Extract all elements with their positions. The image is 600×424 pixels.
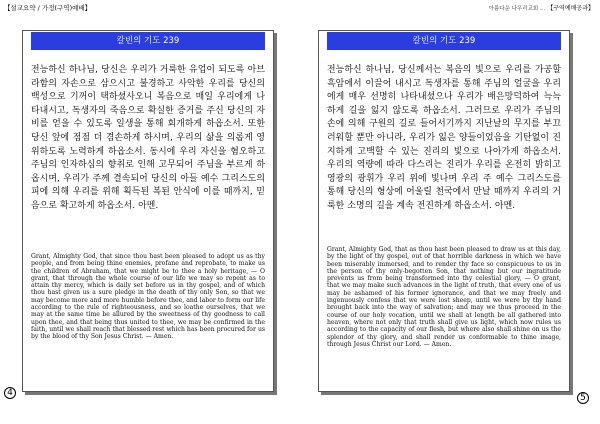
prayer-title-banner: 칼빈의 기도 239 (31, 32, 265, 50)
page-right (318, 30, 570, 392)
prayer-title-banner: 칼빈의 기도 239 (327, 32, 561, 50)
page-number-right: 5 (577, 392, 589, 404)
korean-prayer-text: 전능하신 하나님, 당신은 우리가 거룩한 유업이 되도록 아브라함의 자손으로 삼으시고 불경하고 사악한 우리를 당신의 백성으로 기꺼이 택하셨사오니 복음으로 매일 우리에게 나타내시고, 독생자의 죽음으로 확실한 증거를 주신 당신의 자비를 얻을 수 있도록 일생을 통해 회개하게 하옵소서. 또한 당신 앞에 점점 더 겸손하게 하시며, 우리의 삶을 의롭게 영위하도록 노력하게 하옵소서. 동시에 우리 자신을 혐오하고 주님의 인자하심의 향취로 인해 고무되어 주님을 부르게 하옵시며, 우리가 주께 결속되어 당신의 아들 예수 그리스도의 피에 의해 우리를 위해 획득된 복된 안식에 이를 때까지, 믿음으로 확고하게 하옵소서. 아멘. (31, 65, 265, 211)
english-prayer-text: Grant, Almighty God, that as thou hast been pleased to draw us at this day, by the light of thy gospel, out of that horrible darkness in which we have been miserably immersed, and to render thy face so conspicuous to us in the person of thy only-begotten Son, that nothing but our ingratitude prevents us from being transformed into thy celestial glory, — O grant, that we may make such advances in the light of truth, that every one of us may be ashamed of his former ignorance, and that we may freely and ingenuously confess that we were lost sheep, until we were by thy hand brought back into the way of salvation; and may we thus proceed in the course of our holy vocation, until we shall at length be all gathered into heaven, where not only that truth shall give us light, which now rules us according to the capacity of our flesh, but where also shall shine on us the splendor of thy glory, and shall render us conformable to thine image, through Jesus Christ our Lord. — Amen. (327, 246, 561, 348)
korean-prayer-text: 전능하신 하나님, 당신께서는 복음의 빛으로 우리를 가공할 흑암에서 이끌어 내시고 독생자를 통해 주님의 얼굴을 우리에게 매우 선명히 나타내셨으나 우리가 배은망덕하여 늑늑하게 길을 잃지 않도록 하옵소서. 그러므로 우리가 주님의 손에 의해 구원의 길로 들어서기까지 지난날의 무지를 부끄러워할 뿐만 아니라, 우리가 잃은 양들이었음을 기탄없이 진지하게 고백할 수 있는 진리의 빛으로 나아가게 하옵소서. 우리의 역량에 따라 다스리는 진리가 우리를 온전히 밝히고 영광의 광휘가 우리 위에 빛나며 우리 주 예수 그리스도를 통해 당신의 형상에 어울릴 천국에서 만날 때까지 우리의 거룩한 소명의 길을 계속 전진하게 하옵소서. 아멘. (327, 65, 561, 211)
page-left (22, 30, 274, 392)
header-right (489, 3, 594, 12)
page-number-left: 4 (4, 387, 16, 399)
header-right-title: 【구역예배공과】 (547, 5, 594, 12)
header-right-church: 아름다운 나우리교회 ... (488, 6, 546, 12)
header-left-title: 【설교요약 / 가정(구역)예배】 (4, 4, 92, 12)
english-prayer-text: Grant, Almighty God, that since thou hast been pleased to adopt us as thy people, and from being thine enemies, profane and reprobate, to make us the children of Abraham, that we might be to thee a holy heritage, — O grant, that through the whole course of our life we may so repent as to attain thy mercy, which is daily set before us in thy gospel, and of which thou hast given us a sure pledge in the death of thy only Son, so that we may become more and more humble before thee, and labor to form our life according to the rule of righteousness, and so loathe ourselves, that we may at the same time be allured by the sweetness of thy goodness to call upon thee, and that being thus united to thee, we may be confirmed in the faith, until we shall reach that blessed rest which has been procured for us by the blood of thy Son Jesus Christ. — Amen. (31, 253, 265, 341)
